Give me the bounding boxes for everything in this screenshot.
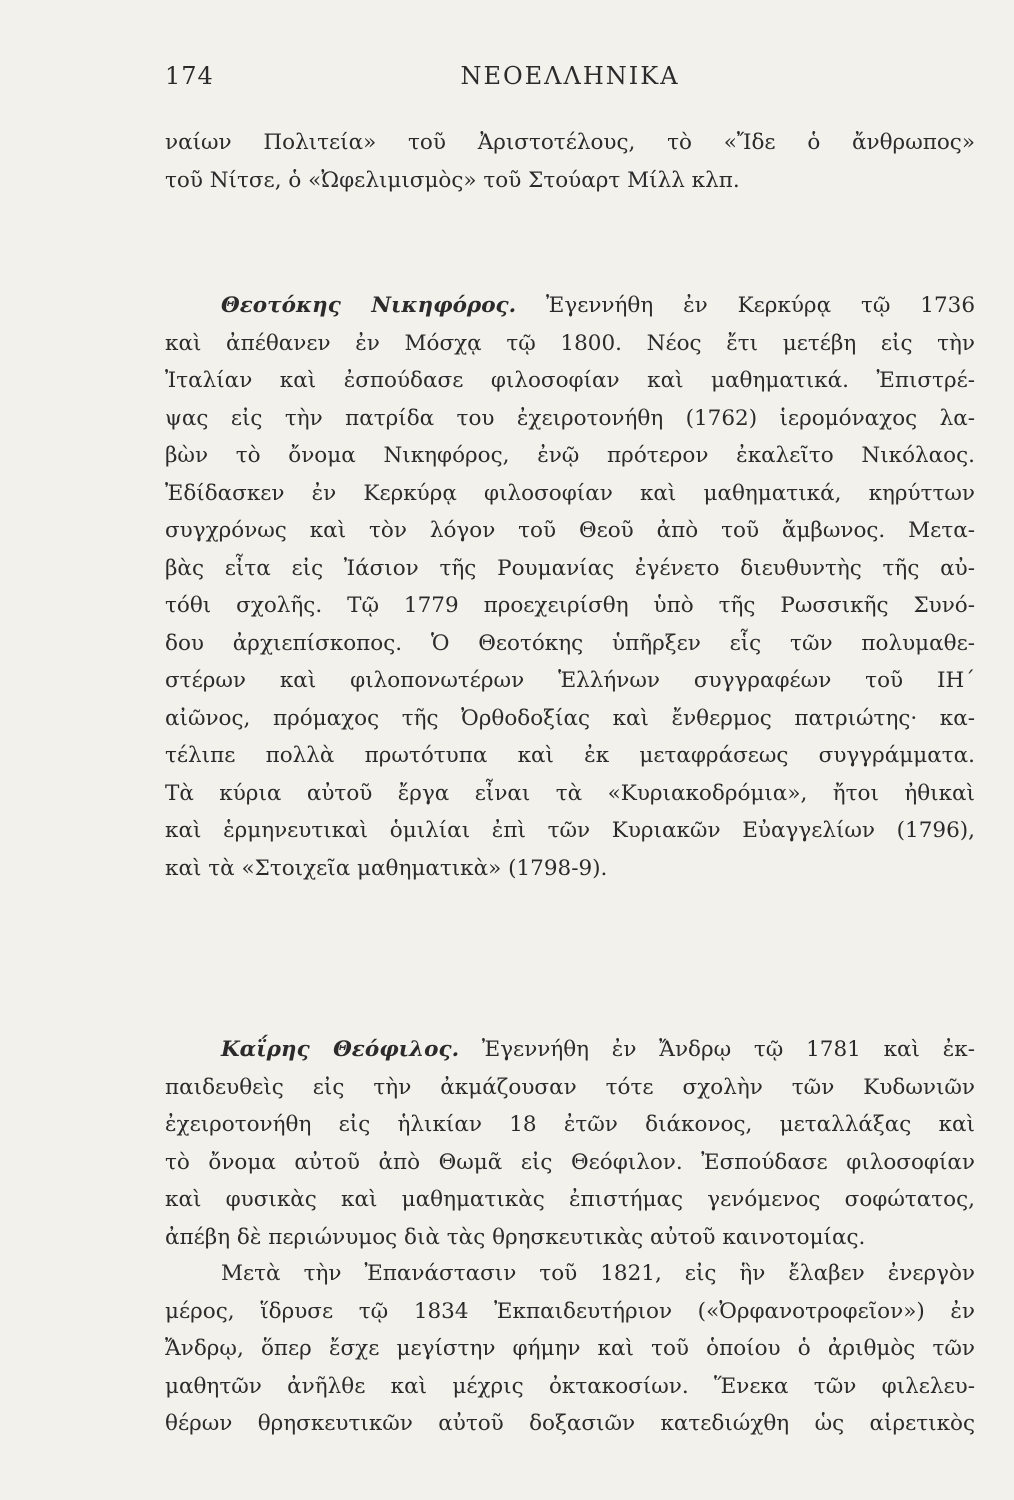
text-line: καὶ τὰ «Στοιχεῖα μαθηματικὰ» (1798-9). [165,855,608,881]
text-line: αἰῶνος, πρόμαχος τῆς Ὀρθοδοξίας καὶ ἔνθερμος πατριώτης· κα- [165,705,975,731]
text-line: θέρων θρησκευτικῶν αὐτοῦ δοξασιῶν κατεδιώχθη ὡς αἱρετικὸς [165,1411,975,1436]
page-number: 174 [165,62,214,90]
entry-first-line [165,1031,975,1069]
text-line: ἀπέβη δὲ περιώνυμος διὰ τὰς θρησκευτικὰς αὐτοῦ καινοτομίας. [165,1224,866,1250]
text-line: τὸ ὄνομα αὐτοῦ ἀπὸ Θωμᾶ εἰς Θεόφιλον. Ἐσπούδασε φιλοσοφίαν [165,1149,975,1175]
text-line: τοῦ Νίτσε, ὁ «Ὠφελιμισμὸς» τοῦ Στούαρτ Μίλλ κλπ. [165,167,740,193]
text-line: συγχρόνως καὶ τὸν λόγον τοῦ Θεοῦ ἀπὸ τοῦ ἄμβωνος. Μετα- [165,518,975,543]
text-line: τέλιπε πολλὰ πρωτότυπα καὶ ἐκ μεταφράσεως συγγράμματα. [165,743,975,768]
text-line: καὶ ἑρμηνευτικαὶ ὁμιλίαι ἐπὶ τῶν Κυριακῶν Εὐαγγελίων (1796), [165,818,975,843]
text-line: τόθι σχολῆς. Τῷ 1779 προεχειρίσθη ὑπὸ τῆς Ρωσσικῆς Συνό- [165,593,975,618]
text-line: δου ἀρχιεπίσκοπος. Ὁ Θεοτόκης ὑπῆρξεν εἷς τῶν πολυμαθε- [165,630,975,656]
text-fragment: Ἐγεννήθη ἐν Ἄνδρῳ τῷ 1781 καὶ ἐκ- [481,1037,975,1062]
text-line: μέρος, ἵδρυσε τῷ 1834 Ἐκπαιδευτήριον («Ὀρφανοτροφεῖον») ἐν [165,1298,975,1324]
text-line: καὶ ἀπέθανεν ἐν Μόσχᾳ τῷ 1800. Νέος ἔτι μετέβη εἰς τὴν [165,330,975,356]
text-line: Μετὰ τὴν Ἐπανάστασιν τοῦ 1821, εἰς ἣν ἔλαβεν ἐνεργὸν [221,1261,975,1286]
text-line: παιδευθεὶς εἰς τὴν ἀκμάζουσαν τότε σχολὴν τῶν Κυδωνιῶν [165,1074,975,1100]
text-line: Ἄνδρῳ, ὅπερ ἔσχε μεγίστην φήμην καὶ τοῦ ὁποίου ὁ ἀριθμὸς τῶν [165,1336,975,1361]
text-line: Τὰ κύρια αὐτοῦ ἔργα εἶναι τὰ «Κυριακοδρόμια», ἤτοι ἠθικαὶ [165,780,975,806]
text-line: βὼν τὸ ὄνομα Νικηφόρος, ἐνῷ πρότερον ἐκαλεῖτο Νικόλαος. [165,443,975,468]
text-line: ἐχειροτονήθη εἰς ἡλικίαν 18 ἐτῶν διάκονος, μεταλλάξας καὶ [165,1112,975,1137]
text-line: Ἐδίδασκεν ἐν Κερκύρᾳ φιλοσοφίαν καὶ μαθηματικά, κηρύττων [165,480,975,506]
entry-title: Θεοτόκης Νικηφόρος. [221,293,517,318]
intro-paragraph [165,124,975,199]
entry-kairis [165,1031,975,1256]
entry-first-line [165,287,975,325]
text-line: ψας εἰς τὴν πατρίδα του ἐχειροτονήθη (1762) ἱερομόναχος λα- [165,405,975,431]
text-line: βὰς εἶτα εἰς Ἰάσιον τῆς Ρουμανίας ἐγένετο διευθυντὴς τῆς αὐ- [165,555,975,581]
running-head [165,62,975,96]
entry-kairis-paragraph-2 [165,1255,975,1443]
entry-title: Καΐρης Θεόφιλος. [221,1037,460,1062]
text-line: καὶ φυσικὰς καὶ μαθηματικὰς ἐπιστήμας γενόμενος σοφώτατος, [165,1187,975,1212]
text-fragment: Ἐγεννήθη ἐν Κερκύρᾳ τῷ 1736 [546,293,975,318]
text-line: ναίων Πολιτεία» τοῦ Ἀριστοτέλους, τὸ «Ἴδε ὁ ἄνθρωπος» [165,130,975,155]
text-line: στέρων καὶ φιλοπονωτέρων Ἑλλήνων συγγραφέων τοῦ ΙΗ΄ [165,668,975,693]
entry-theotokis [165,287,975,887]
text-line: μαθητῶν ἀνῆλθε καὶ μέχρις ὀκτακοσίων. Ἕνεκα τῶν φιλελευ- [165,1373,975,1399]
running-title: ΝΕΟΕΛΛΗΝΙΚΑ [460,62,680,90]
text-line: Ἰταλίαν καὶ ἐσπούδασε φιλοσοφίαν καὶ μαθηματικά. Ἐπιστρέ- [165,368,975,393]
